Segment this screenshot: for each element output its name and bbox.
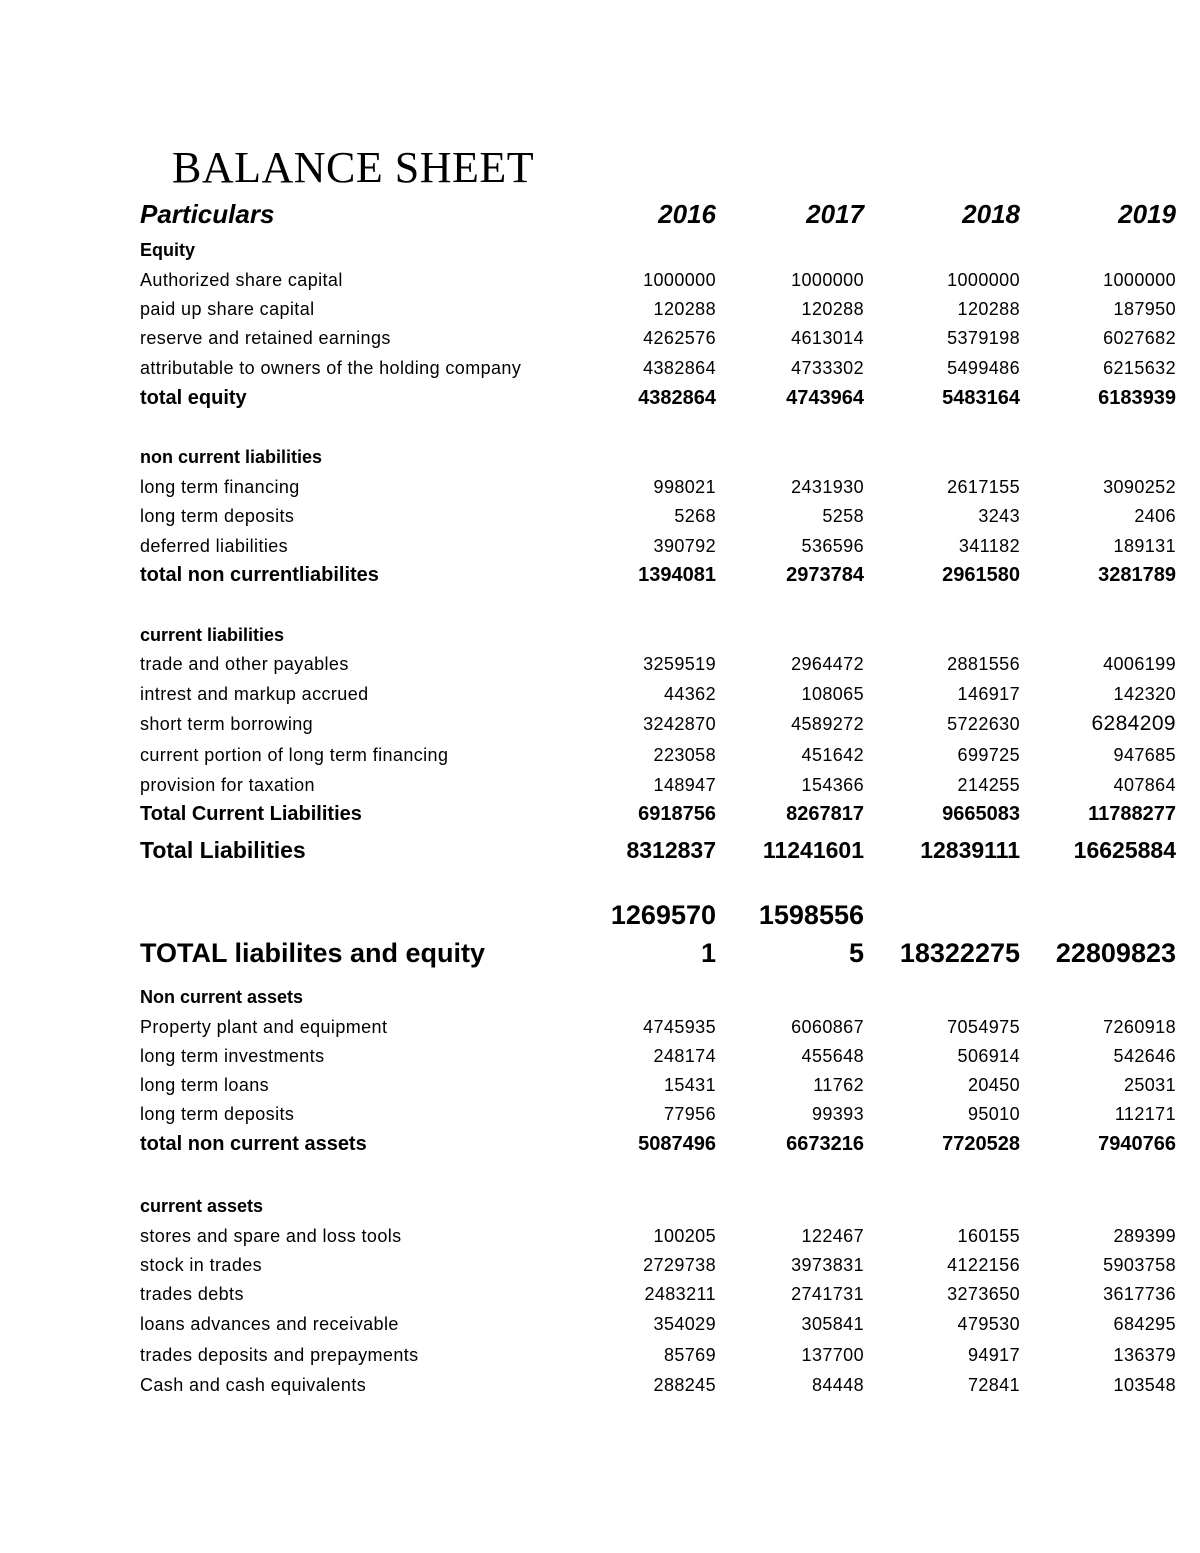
cell: 506914 xyxy=(957,1046,1020,1066)
cell: 3259519 xyxy=(643,654,716,674)
cell: 2406 xyxy=(1134,506,1176,526)
table-row xyxy=(140,1340,1178,1370)
cell: 146917 xyxy=(957,684,1020,704)
cell: 7940766 xyxy=(1098,1133,1176,1155)
cell: 2729738 xyxy=(643,1255,716,1275)
total-row xyxy=(140,1129,1178,1159)
cell: 84448 xyxy=(811,1375,864,1395)
cell: 3281789 xyxy=(1098,564,1176,586)
cell: 5722630 xyxy=(947,714,1020,734)
table-row xyxy=(140,1250,1178,1280)
cell: 4733302 xyxy=(791,358,864,378)
row-label: deferred liabilities xyxy=(140,536,289,556)
row-label: long term deposits xyxy=(140,506,295,526)
cell: 305841 xyxy=(801,1314,864,1334)
header-year: 2016 xyxy=(658,199,716,229)
cell: 1 xyxy=(700,938,716,968)
cell: 18322275 xyxy=(899,938,1020,968)
table-row xyxy=(140,1099,1178,1129)
row-label: Property plant and equipment xyxy=(140,1017,388,1037)
table-row xyxy=(140,323,1178,353)
cell: 72841 xyxy=(967,1375,1020,1395)
row-label: total non current assets xyxy=(140,1133,367,1155)
cell: 7720528 xyxy=(942,1133,1020,1155)
cell: 1394081 xyxy=(638,564,716,586)
cell: 11762 xyxy=(813,1075,864,1095)
row-label: trade and other payables xyxy=(140,654,349,674)
cell: 2431930 xyxy=(791,477,864,497)
row-label: short term borrowing xyxy=(140,714,314,734)
cell: 451642 xyxy=(801,745,864,765)
cell: 137700 xyxy=(801,1345,864,1365)
header-particulars: Particulars xyxy=(140,199,275,229)
cell: 4006199 xyxy=(1103,654,1176,674)
cell: 22809823 xyxy=(1055,938,1176,968)
cell: 4745935 xyxy=(643,1017,716,1037)
section-heading xyxy=(140,442,1178,472)
page-title: BALANCE SHEET xyxy=(172,143,535,192)
cell: 2881556 xyxy=(947,654,1020,674)
row-label: Total Liabilities xyxy=(140,837,306,863)
cell: 6027682 xyxy=(1103,328,1176,348)
table-row xyxy=(140,294,1178,324)
cell: 3973831 xyxy=(791,1255,864,1275)
table-row xyxy=(140,1041,1178,1071)
cell: 5499486 xyxy=(947,358,1020,378)
table-row xyxy=(140,1309,1178,1339)
cell: 542646 xyxy=(1113,1046,1176,1066)
table-row xyxy=(140,770,1178,800)
cell: 6918756 xyxy=(638,803,716,825)
cell: 536596 xyxy=(801,536,864,556)
total-liabilities-equity-row xyxy=(140,933,1178,973)
row-label: attributable to owners of the holding company xyxy=(140,358,522,378)
cell: 122467 xyxy=(801,1226,864,1246)
cell: 2964472 xyxy=(791,654,864,674)
row-label: paid up share capital xyxy=(140,299,315,319)
total-row xyxy=(140,383,1178,413)
cell: 148947 xyxy=(653,775,716,795)
cell: 4262576 xyxy=(643,328,716,348)
cell: 2617155 xyxy=(947,477,1020,497)
cell: 2961580 xyxy=(942,564,1020,586)
row-label: Authorized share capital xyxy=(140,270,343,290)
cell: 120288 xyxy=(957,299,1020,319)
table-header xyxy=(140,194,1178,234)
cell: 390792 xyxy=(653,536,716,556)
cell: 5087496 xyxy=(638,1133,716,1155)
cell: 5379198 xyxy=(947,328,1020,348)
section-heading xyxy=(140,620,1178,650)
row-label: long term investments xyxy=(140,1046,325,1066)
row-label: total equity xyxy=(140,387,247,409)
cell: 5903758 xyxy=(1103,1255,1176,1275)
cell: 223058 xyxy=(653,745,716,765)
cell: 455648 xyxy=(801,1046,864,1066)
cell: 1000000 xyxy=(1103,270,1176,290)
cell: 354029 xyxy=(653,1314,716,1334)
section-heading-label: non current liabilities xyxy=(140,447,323,467)
cell: 2973784 xyxy=(786,564,864,586)
cell: 120288 xyxy=(653,299,716,319)
cell: 4382864 xyxy=(643,358,716,378)
section-heading-label: current assets xyxy=(140,1196,264,1216)
section-heading-label: Equity xyxy=(140,240,196,260)
cell: 44362 xyxy=(663,684,716,704)
row-label: stock in trades xyxy=(140,1255,263,1275)
table-row xyxy=(140,265,1178,295)
cell: 77956 xyxy=(663,1104,716,1124)
cell: 8312837 xyxy=(626,837,716,863)
row-label: trades deposits and prepayments xyxy=(140,1345,419,1365)
cell: 3090252 xyxy=(1103,477,1176,497)
cell: 2483211 xyxy=(644,1284,716,1304)
total-liabilities-row xyxy=(140,832,1178,868)
cell: 214255 xyxy=(957,775,1020,795)
cell: 479530 xyxy=(957,1314,1020,1334)
table-row xyxy=(140,1370,1178,1400)
cell: 11788277 xyxy=(1088,803,1176,825)
wrapped-total-2017-line1: 1598556 xyxy=(758,900,864,930)
table-row xyxy=(140,1279,1178,1309)
table-row xyxy=(140,1070,1178,1100)
table-row xyxy=(140,740,1178,770)
cell: 3243 xyxy=(978,506,1020,526)
cell: 1000000 xyxy=(791,270,864,290)
header-year: 2017 xyxy=(806,199,864,229)
cell: 25031 xyxy=(1123,1075,1176,1095)
cell: 108065 xyxy=(801,684,864,704)
row-label: trades debts xyxy=(140,1284,244,1304)
wrapped-total-2016-line1: 1269570 xyxy=(610,900,716,930)
cell: 3617736 xyxy=(1103,1284,1176,1304)
cell: 94917 xyxy=(967,1345,1020,1365)
cell: 1000000 xyxy=(947,270,1020,290)
section-heading xyxy=(140,235,1178,265)
section-heading-label: current liabilities xyxy=(140,625,285,645)
table-row xyxy=(140,679,1178,709)
cell: 3273650 xyxy=(947,1284,1020,1304)
cell: 289399 xyxy=(1113,1226,1176,1246)
cell: 160155 xyxy=(957,1226,1020,1246)
cell: 6284209 xyxy=(1091,712,1176,735)
total-row xyxy=(140,799,1178,829)
table-row xyxy=(140,472,1178,502)
header-year: 2018 xyxy=(962,199,1020,229)
cell: 95010 xyxy=(967,1104,1020,1124)
cell: 4589272 xyxy=(791,714,864,734)
row-label: Total Current Liabilities xyxy=(140,803,362,825)
row-label: loans advances and receivable xyxy=(140,1314,399,1334)
cell: 11241601 xyxy=(762,837,864,863)
cell: 2741731 xyxy=(791,1284,864,1304)
cell: 998021 xyxy=(653,477,716,497)
row-label: long term financing xyxy=(140,477,300,497)
cell: 248174 xyxy=(653,1046,716,1066)
section-heading xyxy=(140,1191,1178,1221)
table-row xyxy=(140,649,1178,679)
cell: 6673216 xyxy=(786,1133,864,1155)
row-label: current portion of long term financing xyxy=(140,745,449,765)
cell: 112171 xyxy=(1114,1104,1176,1124)
cell: 20450 xyxy=(967,1075,1020,1095)
cell: 6183939 xyxy=(1098,387,1176,409)
cell: 5483164 xyxy=(942,387,1020,409)
cell: 7260918 xyxy=(1103,1017,1176,1037)
cell: 699725 xyxy=(957,745,1020,765)
row-label: TOTAL liabilites and equity xyxy=(140,938,486,968)
cell: 99393 xyxy=(811,1104,864,1124)
cell: 9665083 xyxy=(942,803,1020,825)
row-label: long term deposits xyxy=(140,1104,295,1124)
cell: 5268 xyxy=(674,506,716,526)
cell: 3242870 xyxy=(643,714,716,734)
cell: 5258 xyxy=(822,506,864,526)
cell: 154366 xyxy=(801,775,864,795)
table-row xyxy=(140,1221,1178,1251)
cell: 407864 xyxy=(1113,775,1176,795)
cell: 120288 xyxy=(801,299,864,319)
row-label: stores and spare and loss tools xyxy=(140,1226,402,1246)
cell: 6215632 xyxy=(1103,358,1176,378)
row-label: intrest and markup accrued xyxy=(140,684,369,704)
table-row xyxy=(140,531,1178,561)
row-label: long term loans xyxy=(140,1075,270,1095)
row-label: Cash and cash equivalents xyxy=(140,1375,367,1395)
cell: 947685 xyxy=(1113,745,1176,765)
table-row xyxy=(140,709,1178,739)
cell: 6060867 xyxy=(791,1017,864,1037)
section-heading xyxy=(140,982,1178,1012)
cell: 341182 xyxy=(958,536,1020,556)
cell: 85769 xyxy=(663,1345,716,1365)
total-row xyxy=(140,560,1178,590)
row-label: total non currentliabilites xyxy=(140,564,379,586)
row-label: reserve and retained earnings xyxy=(140,328,391,348)
cell: 684295 xyxy=(1113,1314,1176,1334)
cell: 4743964 xyxy=(786,387,864,409)
cell: 1000000 xyxy=(643,270,716,290)
cell: 142320 xyxy=(1113,684,1176,704)
cell: 4122156 xyxy=(947,1255,1020,1275)
cell: 288245 xyxy=(653,1375,716,1395)
cell: 136379 xyxy=(1113,1345,1176,1365)
row-label: provision for taxation xyxy=(140,775,315,795)
cell: 189131 xyxy=(1113,536,1176,556)
cell: 12839111 xyxy=(920,837,1020,863)
cell: 8267817 xyxy=(786,803,864,825)
cell: 103548 xyxy=(1113,1375,1176,1395)
cell: 4382864 xyxy=(638,387,716,409)
section-heading-label: Non current assets xyxy=(140,987,304,1007)
cell: 5 xyxy=(848,938,864,968)
cell: 187950 xyxy=(1113,299,1176,319)
table-row xyxy=(140,1012,1178,1042)
cell: 15431 xyxy=(663,1075,716,1095)
table-row xyxy=(140,353,1178,383)
cell: 7054975 xyxy=(947,1017,1020,1037)
cell: 100205 xyxy=(653,1226,716,1246)
cell: 4613014 xyxy=(791,328,864,348)
header-year: 2019 xyxy=(1118,199,1176,229)
cell: 16625884 xyxy=(1073,837,1176,863)
table-row xyxy=(140,501,1178,531)
